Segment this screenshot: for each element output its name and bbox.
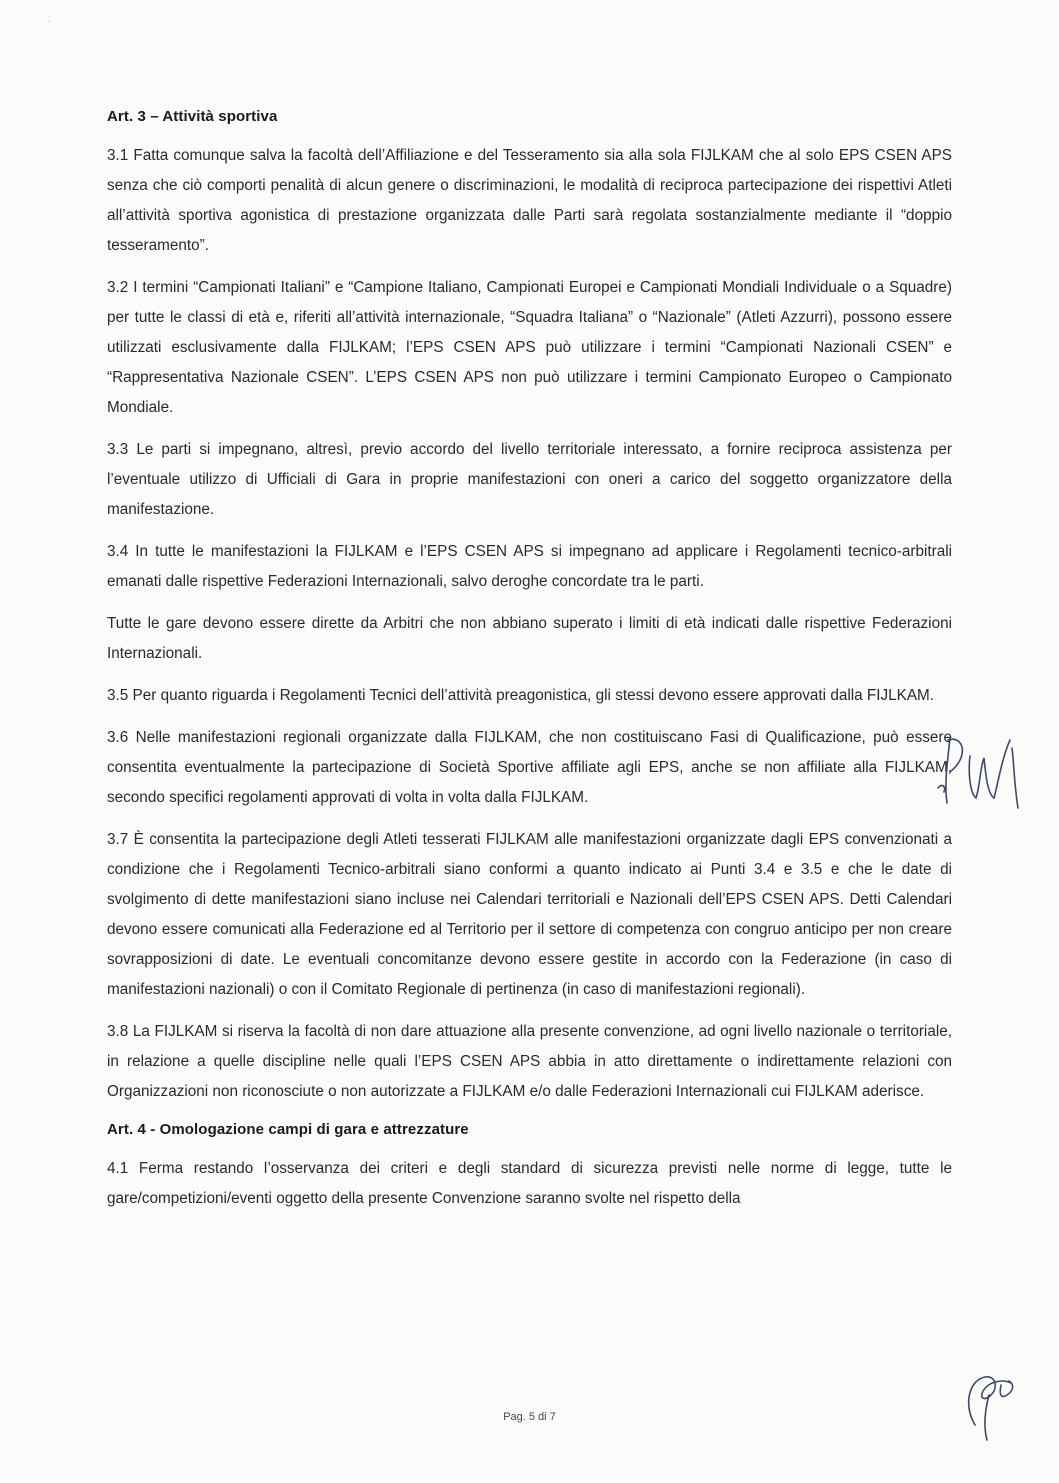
paragraph-3-3: 3.3 Le parti si impegnano, altresì, previo accordo del livello territoriale interessato, a fornire reciproca assistenza per l’eventuale utilizzo di Ufficiali di Gara in proprie manifestazioni con oneri a carico del soggetto organizzatore della manifestazione. (107, 441, 952, 518)
paragraph-3-5: 3.5 Per quanto riguarda i Regolamenti Tecnici dell’attività preagonistica, gli stessi devono essere approvati dalla FIJLKAM. (107, 687, 935, 704)
paragraph-3-4-continued: Tutte le gare devono essere dirette da Arbitri che non abbiano superato i limiti di età indicati dalle rispettive Federazioni Internazionali. (107, 615, 952, 662)
paragraph-4-1: 4.1 Ferma restando l’osservanza dei criteri e degli standard di sicurezza previsti nelle norme di legge, tutte le gare/competizioni/eventi oggetto della presente Convenzione saranno svolte nel rispetto della (107, 1160, 952, 1207)
paragraph-3-1: 3.1 Fatta comunque salva la facoltà dell’Affiliazione e del Tesseramento sia alla sola FIJLKAM che al solo EPS CSEN APS senza che ciò comporti penalità di alcun genere o discriminazioni, le modalità di reciproca partecipazione dei rispettivi Atleti all’attività sportiva agonistica di prestazione organizzata dalle Parti sarà regolata sostanzialmente mediante il “doppio tesseramento”. (107, 147, 952, 254)
article-4-heading: Art. 4 - Omologazione campi di gara e attrezzature (107, 1121, 469, 1138)
paragraph-3-4: 3.4 In tutte le manifestazioni la FIJLKAM e l’EPS CSEN APS si impegnano ad applicare i Regolamenti tecnico-arbitrali emanati dalle rispettive Federazioni Internazionali, salvo deroghe concordate tra le parti. (107, 543, 952, 590)
paragraph-3-2: 3.2 I termini “Campionati Italiani” e “Campione Italiano, Campionati Europei e Campionati Mondiali Individuale o a Squadre) per tutte le classi di età e, riferiti all’attività internazionale, “Squadra Italiana” o “Nazionale” (Atleti Azzurri), possono essere utilizzati esclusivamente dalla FIJLKAM; l’EPS CSEN APS può utilizzare i termini “Campionati Nazionali CSEN” e “Rappresentativa Nazionale CSEN”. L’EPS CSEN APS non può utilizzare i termini Campionato Europeo o Campionato Mondiale. (107, 279, 952, 416)
paragraph-3-8: 3.8 La FIJLKAM si riserva la facoltà di non dare attuazione alla presente convenzione, ad ogni livello nazionale o territoriale, in relazione a quelle discipline nelle quali l’EPS CSEN APS abbia in atto direttamente o indirettamente relazioni con Organizzazioni non riconosciute o non autorizzate a FIJLKAM e/o dalle Federazioni Internazionali cui FIJLKAM aderisce. (107, 1023, 952, 1100)
paragraph-3-7: 3.7 È consentita la partecipazione degli Atleti tesserati FIJLKAM alle manifestazioni organizzate dagli EPS convenzionati a condizione che i Regolamenti Tecnico-arbitrali siano conformi a quanto indicato ai Punti 3.4 e 3.5 e che le date di svolgimento di dette manifestazioni siano incluse nei Calendari territoriali e Nazionali dell’EPS CSEN APS. Detti Calendari devono essere comunicati alla Federazione ed al Territorio per il settore di competenza con congruo anticipo per non creare sovrapposizioni di date. Le eventuali concomitanze devono essere gestite in accordo con la Federazione (in caso di manifestazioni nazionali) o con il Comitato Regionale di pertinenza (in caso di manifestazioni regionali). (107, 831, 952, 998)
article-3-heading: Art. 3 – Attività sportiva (107, 108, 278, 125)
paragraph-3-6: 3.6 Nelle manifestazioni regionali organizzate dalla FIJLKAM, che non costituiscano Fasi di Qualificazione, può essere consentita eventualmente la partecipazione di Società Sportive affiliate agli EPS, anche se non affiliate alla FIJLKAM, secondo specifici regolamenti approvati di volta in volta dalla FIJLKAM. (107, 729, 952, 806)
corner-mark: : (48, 14, 51, 25)
document-page (107, 108, 952, 1226)
signature-icon (920, 728, 1030, 818)
initials-icon (955, 1365, 1025, 1445)
page-number: Pag. 5 di 7 (503, 1411, 556, 1423)
